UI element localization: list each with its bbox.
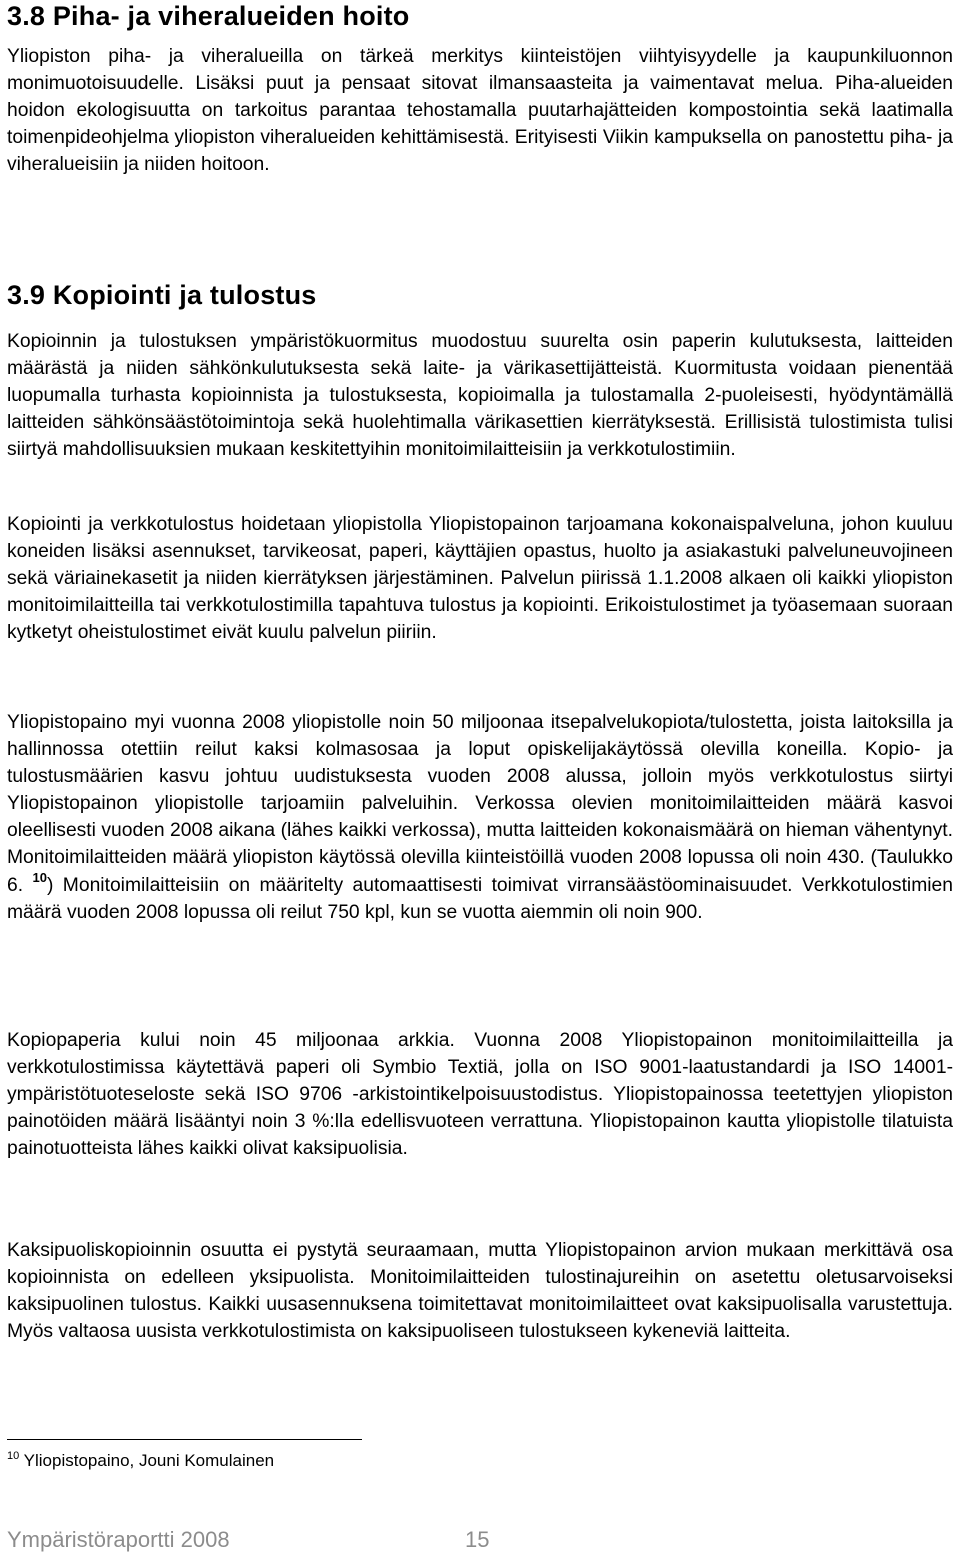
page-number: 15: [465, 1527, 490, 1552]
print-volume-text-before: Yliopistopaino myi vuonna 2008 yliopistolle noin 50 miljoonaa itsepalvelukopiota/tulostetta, joista laitoksilla ja hallinnossa otettiin reilut kaksi kolmasosaa ja loput opiskelijakäytössä olevilla koneilla. Kopio- ja tulostusmäärien kasvu johtuu uudistuksesta vuoden 2008 alussa, jolloin myös verkkotulostus siirtyi Yliopistopainon yliopistolle tarjoamiin palveluihin. Verkossa olevien monitoimilaitteiden määrä kasvoi oleellisesti vuoden 2008 aikana (lähes kaikki verkossa), mutta laitteiden kokonaismäärä on hieman vähentynyt. Monitoimilaitteiden määrä yliopiston käytössä olevilla kiinteistöillä vuoden 2008 lopussa oli noin 430. (Taulukko 6.: [7, 712, 953, 896]
footer-title: Ympäristöraportti 2008: [7, 1527, 230, 1552]
section-heading-3-8: 3.8 Piha- ja viheralueiden hoito: [7, 1, 410, 31]
paragraph-yard-maintenance: Yliopiston piha- ja viheralueilla on tärkeä merkitys kiinteistöjen viihtyisyydelle ja kaupunkiluonnon monimuotoisuudelle. Lisäksi puut ja pensaat sitovat ilmansaasteita ja vaimentavat melua. Piha-alueiden hoidon ekologisuutta on tarkoitus parantaa tehostamalla puutarhajätteiden kompostointia sekä laatimalla toimenpideohjelma yliopiston viheralueiden kehittämisestä. Erityisesti Viikin kampuksella on panostettu piha- ja viheralueisiin ja niiden hoitoon.: [7, 46, 953, 176]
footnote-separator: [7, 1439, 362, 1440]
footnote: [7, 1450, 274, 1472]
footnote-reference[interactable]: 10: [32, 869, 47, 885]
paragraph-printing-service: Kopiointi ja verkkotulostus hoidetaan yliopistolla Yliopistopainon tarjoamana kokonaispalveluna, johon kuuluu koneiden lisäksi asennukset, tarvikeosat, paperi, käyttäjien opastus, huolto ja asiakastuki palveluneuvojineen sekä väriainekasetit ja niiden kierrätyksen järjestäminen. Palvelun piirissä 1.1.2008 alkaen oli kaikki yliopiston monitoimilaitteilla tai verkkotulostimilla tapahtuva tulostus ja kopiointi. Erikoistulostimet ja työasemaan suoraan kytketyt oheistulostimet eivät kuulu palvelun piiriin.: [7, 514, 953, 644]
section-heading-3-9: 3.9 Kopiointi ja tulostus: [7, 280, 317, 310]
paragraph-print-volume: [7, 709, 953, 926]
footnote-number: 10: [7, 1450, 20, 1462]
print-volume-text-after: ) Monitoimilaitteisiin on määritelty automaattisesti toimivat virransäästöominaisuudet. Verkkotulostimien määrä vuoden 2008 lopussa oli reilut 750 kpl, kun se vuotta aiemmin oli noin 900.: [7, 874, 954, 923]
paragraph-printing-load: Kopioinnin ja tulostuksen ympäristökuormitus muodostuu suurelta osin paperin kulutuksesta, laitteiden määrästä ja niiden sähkönkulutuksesta sekä laite- ja värikasettijätteistä. Kuormitusta voidaan pienentää luopumalla turhasta kopioinnista ja tulostuksesta, kopioimalla ja tulostamalla 2-puoleisesti, hyödyntämällä laitteiden sähkönsäästötoimintoja sekä huolehtimalla värikasettien kierrätyksestä. Erillisistä tulostimista tulisi siirtyä mahdollisuuksien mukaan keskitettyihin monitoimilaitteisiin ja verkkotulostimiin.: [7, 331, 953, 461]
paragraph-copy-paper: Kopiopaperia kului noin 45 miljoonaa arkkia. Vuonna 2008 Yliopistopainon monitoimilaitteilla ja verkkotulostimissa käytettävä paperi oli Symbio Textiä, jolla on ISO 9001-laatustandardi ja ISO 14001-ympäristötuoteseloste sekä ISO 9706 -arkistointikelpoisuustodistus. Yliopistopainossa teetettyjen yliopiston painotöiden määrä lisääntyi noin 3 %:lla edellisvuoteen verrattuna. Yliopistopainon kautta yliopistolle tilatuista painotuotteista lähes kaikki olivat kaksipuolisia.: [7, 1030, 953, 1160]
paragraph-duplex-copying: Kaksipuoliskopioinnin osuutta ei pystytä seuraamaan, mutta Yliopistopainon arvion mukaan merkittävä osa kopioinnista on edelleen yksipuolista. Monitoimilaitteiden tulostinajureihin on asetettu oletusarvoiseksi kaksipuolinen tulostus. Kaikki uusasennuksena toimitettavat monitoimilaitteet ovat kaksipuolisalla varustettuja. Myös valtaosa uusista verkkotulostimista on kaksipuoliseen tulostukseen kykeneviä laitteita.: [7, 1240, 953, 1343]
footnote-text: Yliopistopaino, Jouni Komulainen: [19, 1451, 275, 1470]
page-footer: [7, 1526, 507, 1554]
